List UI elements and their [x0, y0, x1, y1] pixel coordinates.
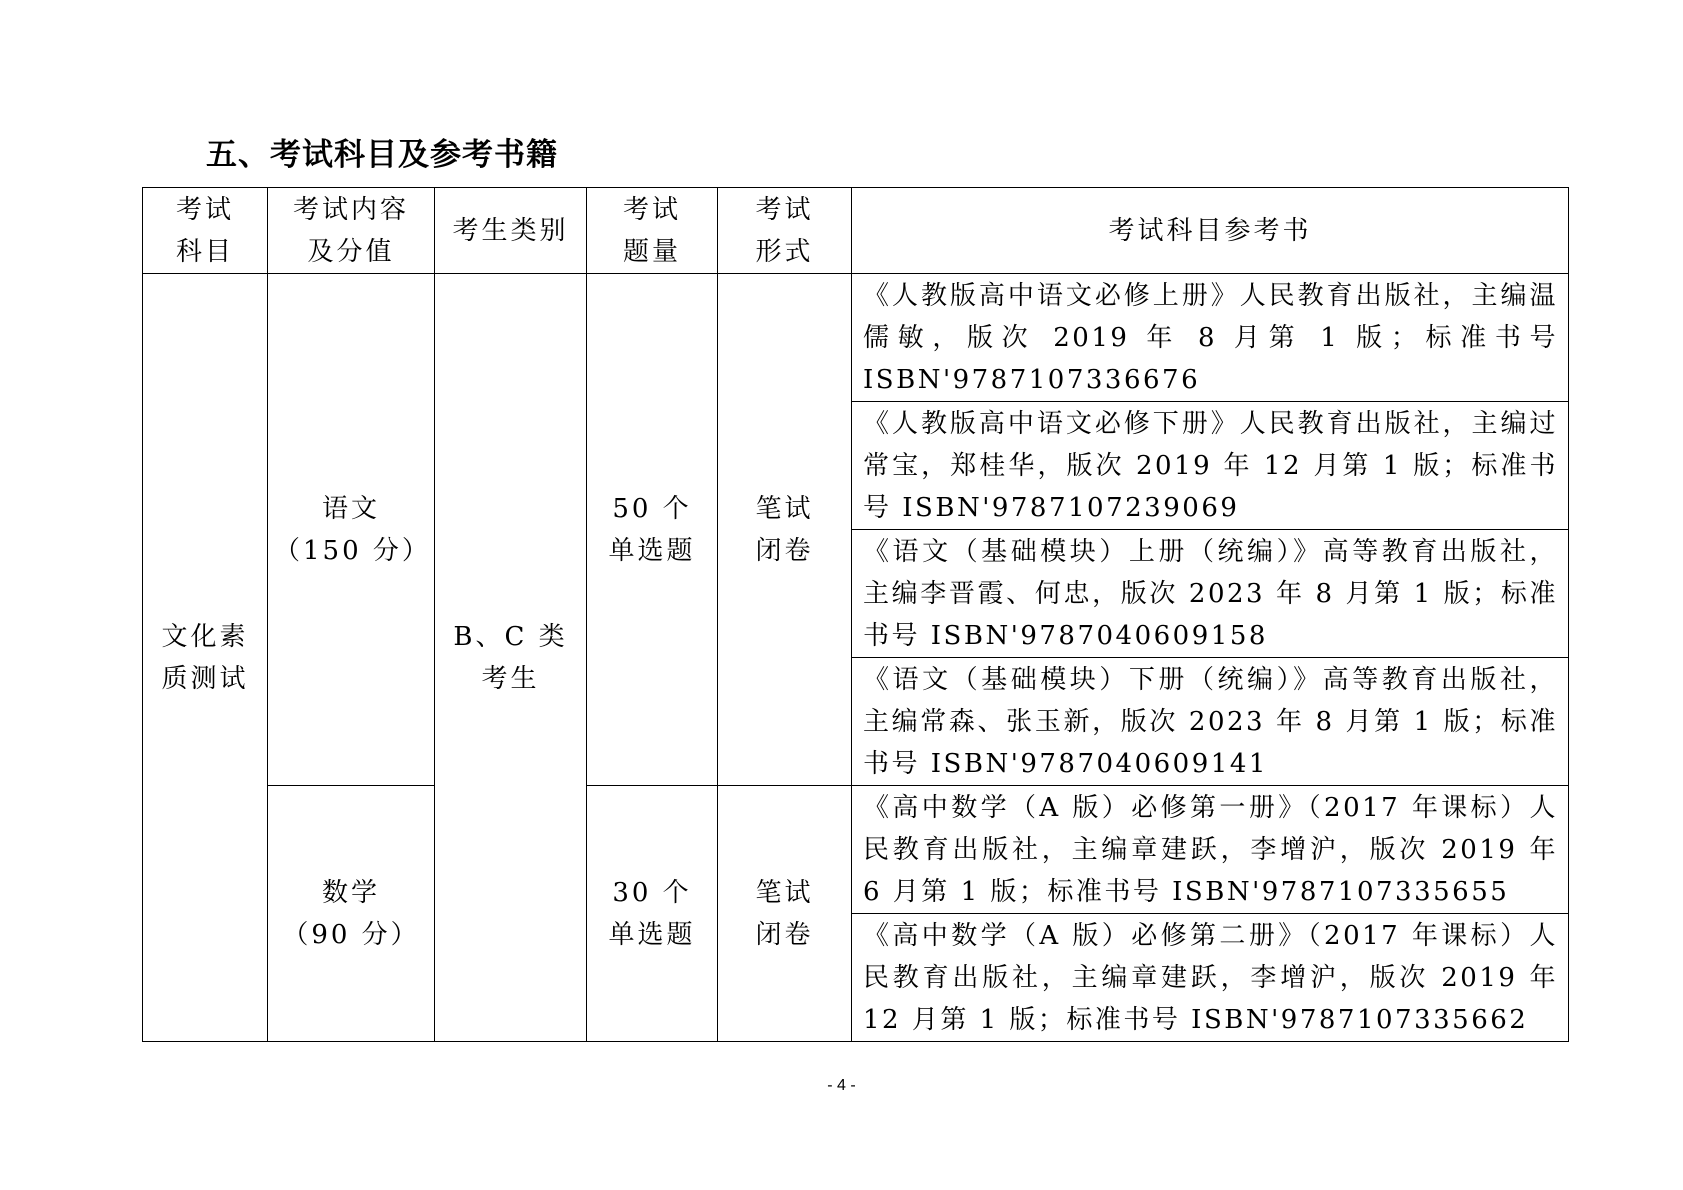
category-cell: B、C 类 考生 — [435, 274, 587, 1042]
reference-book-cell: 《人教版高中语文必修上册》人民教育出版社，主编温儒敏，版次 2019 年 8 月第 1 版；标准书号 ISBN'9787107336676 — [852, 274, 1569, 402]
format-cell-chinese: 笔试 闭卷 — [718, 274, 852, 786]
reference-book-cell: 《高中数学（A 版）必修第一册》（2017 年课标）人民教育出版社，主编章建跃，李增沪，版次 2019 年 6 月第 1 版；标准书号 ISBN'9787107335655 — [852, 786, 1569, 914]
header-question-quantity: 考试 题量 — [587, 188, 718, 274]
content-cell-chinese: 语文 （150 分） — [268, 274, 435, 786]
section-title: 五、考试科目及参考书籍 — [206, 137, 558, 173]
subject-cell: 文化素 质测试 — [143, 274, 268, 1042]
table-row — [143, 786, 1569, 914]
reference-book-cell: 《人教版高中语文必修下册》人民教育出版社，主编过常宝，郑桂华，版次 2019 年 12 月第 1 版；标准书号 ISBN'9787107239069 — [852, 402, 1569, 530]
header-candidate-category: 考生类别 — [435, 188, 587, 274]
table-row — [143, 274, 1569, 402]
content-cell-math: 数学 （90 分） — [268, 786, 435, 1042]
header-exam-format: 考试 形式 — [718, 188, 852, 274]
format-cell-math: 笔试 闭卷 — [718, 786, 852, 1042]
header-reference-books: 考试科目参考书 — [852, 188, 1569, 274]
reference-book-cell: 《语文（基础模块）上册（统编）》高等教育出版社，主编李晋霞、何忠，版次 2023 年 8 月第 1 版；标准书号 ISBN'9787040609158 — [852, 530, 1569, 658]
header-content-score: 考试内容 及分值 — [268, 188, 435, 274]
exam-subjects-table — [142, 187, 1569, 1042]
header-subject: 考试 科目 — [143, 188, 268, 274]
table-header-row — [143, 188, 1569, 274]
reference-book-cell: 《高中数学（A 版）必修第二册》（2017 年课标）人民教育出版社，主编章建跃，李增沪，版次 2019 年 12 月第 1 版；标准书号 ISBN'9787107335662 — [852, 914, 1569, 1042]
page-number: - 4 - — [827, 1077, 856, 1094]
reference-book-cell: 《语文（基础模块）下册（统编）》高等教育出版社，主编常森、张玉新，版次 2023 年 8 月第 1 版；标准书号 ISBN'9787040609141 — [852, 658, 1569, 786]
quantity-cell-chinese: 50 个 单选题 — [587, 274, 718, 786]
quantity-cell-math: 30 个 单选题 — [587, 786, 718, 1042]
